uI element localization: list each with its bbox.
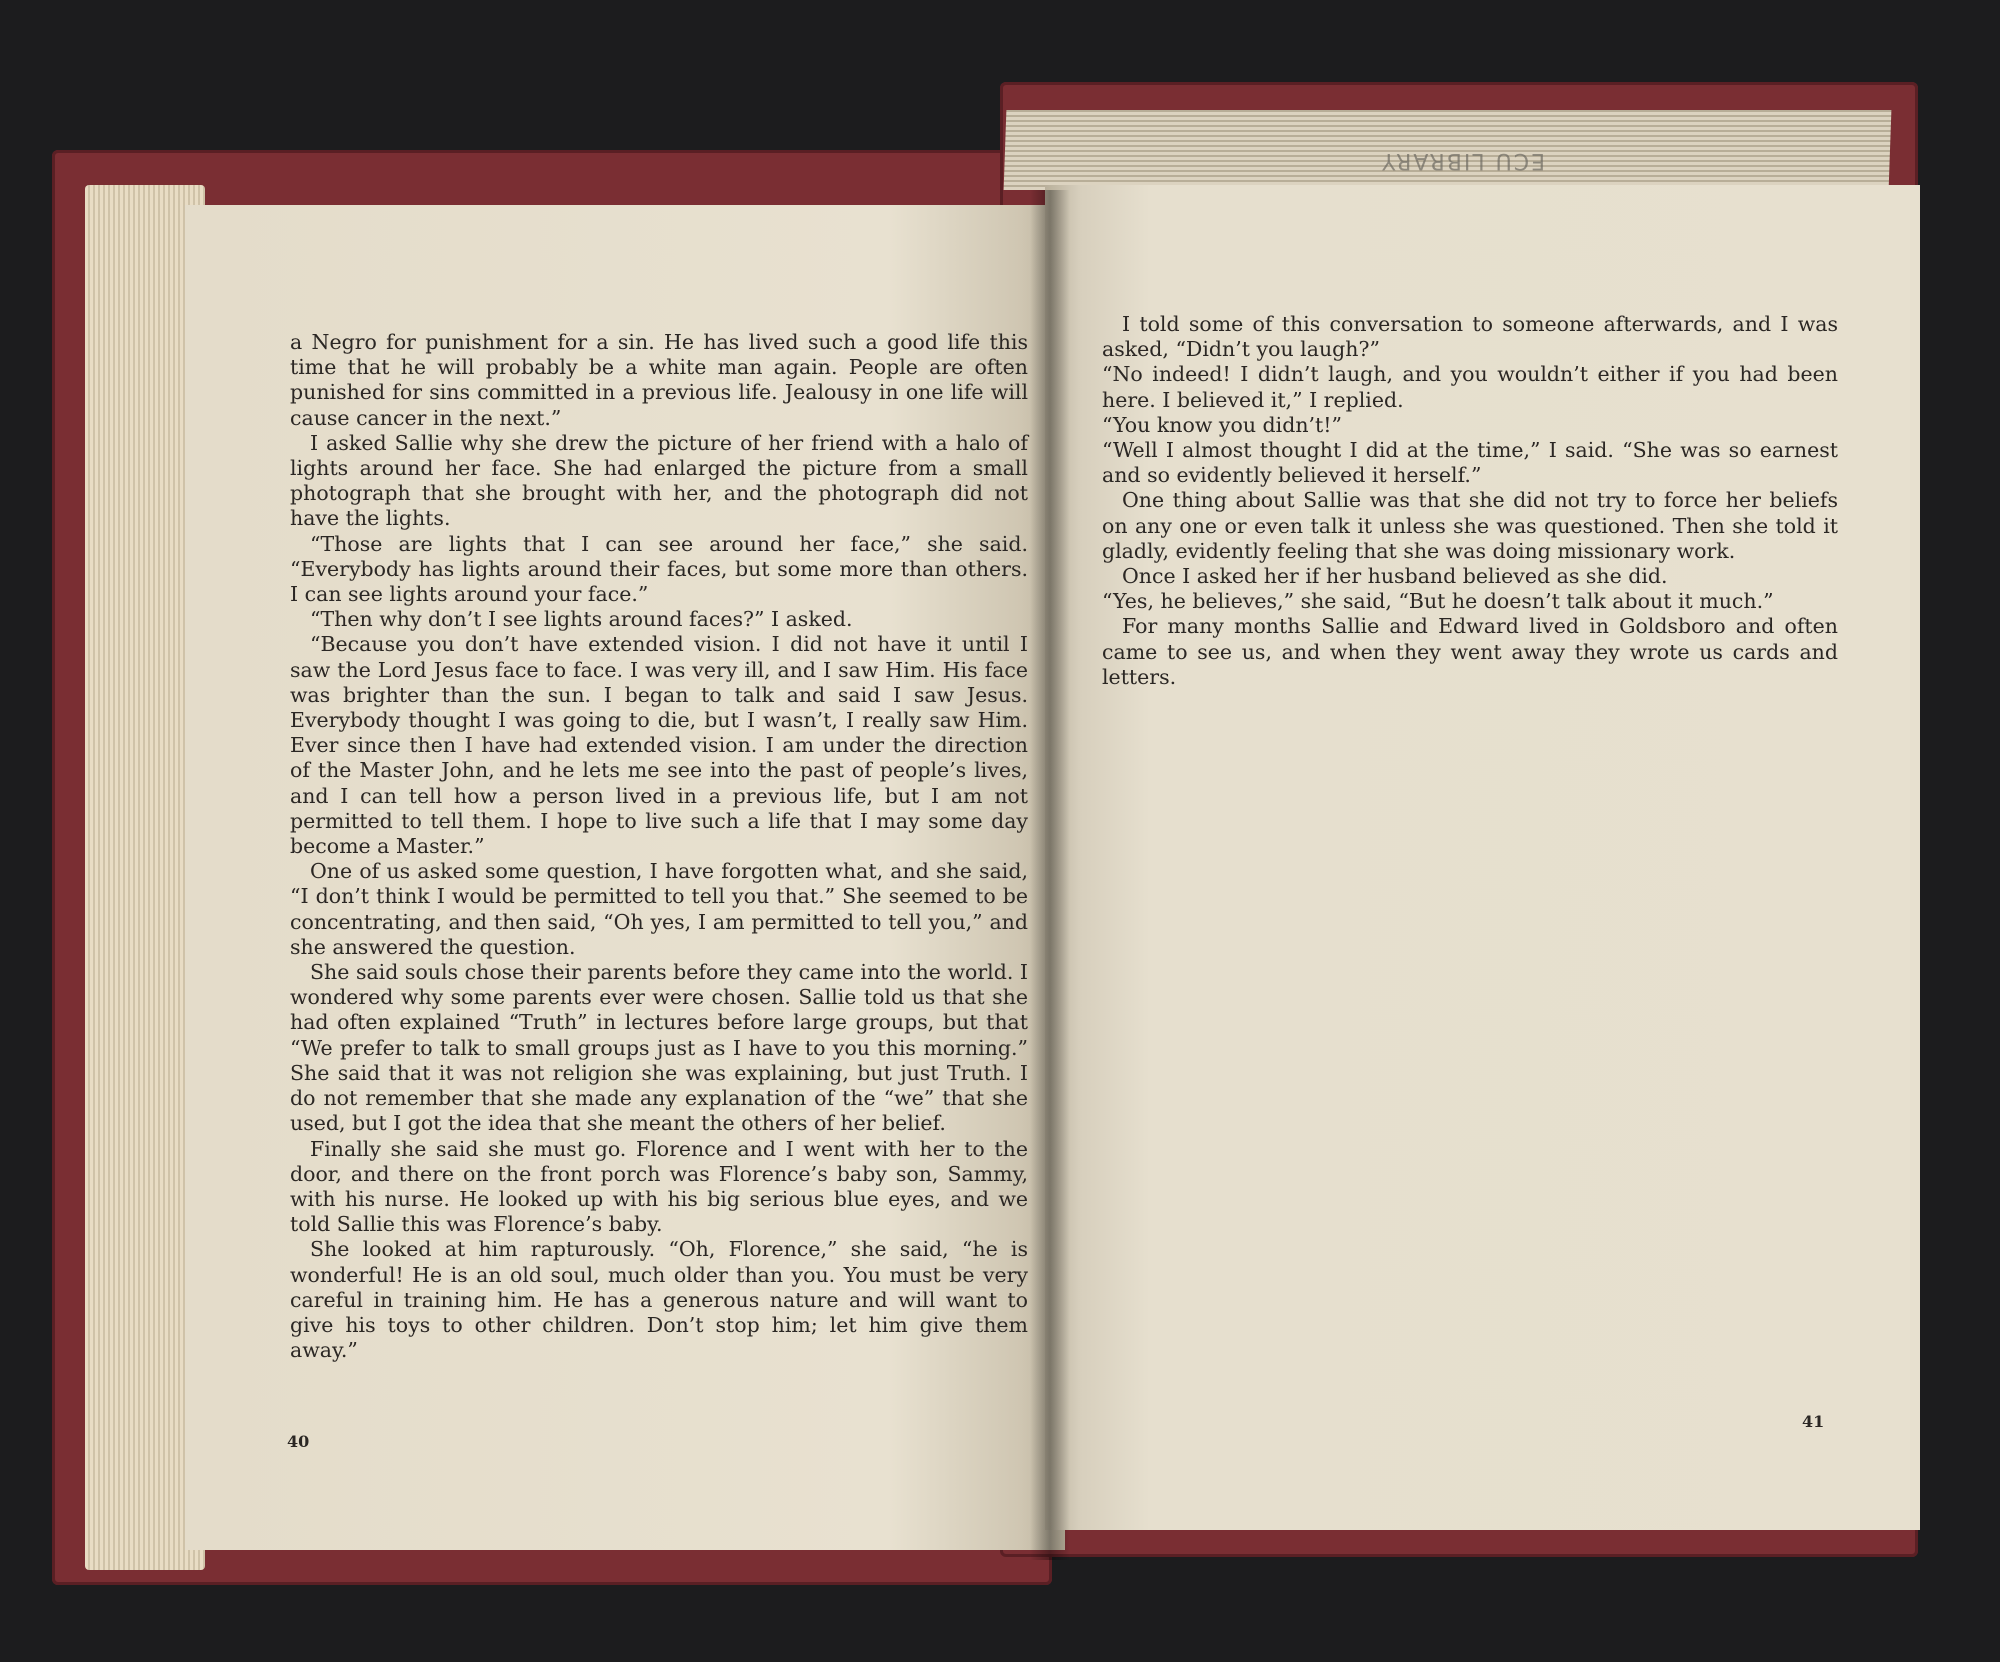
paragraph: For many months Sallie and Edward lived in Goldsboro and often came to see us, and when they went away they wrote us cards and letters. <box>1102 614 1838 689</box>
paragraph: I told some of this conversation to someone afterwards, and I was asked, “Didn’t you laugh?” <box>1102 312 1838 362</box>
paragraph: “Then why don’t I see lights around faces?” I asked. <box>310 607 853 632</box>
paragraph: She said souls chose their parents before they came into the world. I wondered why some parents ever were chosen. Sallie told us that she had often explained “Truth” in lectures before large groups, but that “We prefer to talk to small groups just as I have to you this morning.” She said that it was not religion she was explaining, but just Truth. I do not remember that she made any explanation of the “we” that she used, but I got the idea that she meant the others of her belief. <box>290 960 1028 1136</box>
paragraph: One thing about Sallie was that she did not try to force her beliefs on any one or even talk it unless she was questioned. Then she told it gladly, evidently feeling that she was doing missionary work. <box>1102 488 1838 563</box>
paragraph: Once I asked her if her husband believed as she did. <box>1122 564 1668 589</box>
page-number-right: 41 <box>1802 1412 1825 1431</box>
left-page-text <box>290 330 1028 1363</box>
right-page-text <box>1102 312 1838 690</box>
paragraph: “Well I almost thought I did at the time,” I said. “She was so earnest and so evidently believed it herself.” <box>1102 438 1838 488</box>
paragraph: “Yes, he believes,” she said, “But he doesn’t talk about it much.” <box>1102 589 1774 614</box>
paragraph: “Those are lights that I can see around her face,” she said. “Everybody has lights around their faces, but some more than others. I can see lights around your face.” <box>290 531 1028 607</box>
page-number-left: 40 <box>287 1432 310 1451</box>
paragraph: One of us asked some question, I have forgotten what, and she said, “I don’t think I would be permitted to tell you that.” She seemed to be concentrating, and then said, “Oh yes, I am permitted to tell you,” and she answered the question. <box>290 859 1028 959</box>
paragraph: “No indeed! I didn’t laugh, and you wouldn’t either if you had been here. I believed it,” I replied. <box>1102 362 1838 412</box>
spine-gutter <box>1030 190 1070 1560</box>
paragraph: Finally she said she must go. Florence and I went with her to the door, and there on the front porch was Florence’s baby son, Sammy, with his nurse. He looked up with his big serious blue eyes, and we told Sallie this was Florence’s baby. <box>290 1136 1028 1237</box>
paragraph: “You know you didn’t!” <box>1102 412 1343 437</box>
paragraph: a Negro for punishment for a sin. He has lived such a good life this time that he will probably be a white man again. People are often punished for sins committed in a previous life. Jealousy in one life will cause cancer in the next.” <box>290 330 1028 430</box>
paragraph: “Because you don’t have extended vision. I did not have it until I saw the Lord Jesus face to face. I was very ill, and I saw Him. His face was brighter than the sun. I began to talk and said I saw Jesus. Everybody thought I was going to die, but I wasn’t, I really saw Him. Ever since then I have had extended vision. I am under the direction of the Master John, and he lets me see into the past of people’s lives, and I can tell how a person lived in a previous life, but I am not permitted to tell them. I hope to live such a life that I may some day become a Master.” <box>290 632 1028 859</box>
paragraph: I asked Sallie why she drew the picture of her friend with a halo of lights around her face. She had enlarged the picture from a small photograph that she brought with her, and the photograph did not have the lights. <box>290 430 1028 531</box>
paragraph: She looked at him rapturously. “Oh, Florence,” she said, “he is wonderful! He is an old soul, much older than you. You must be very careful in training him. He has a generous nature and will want to give his toys to other children. Don’t stop him; let him give them away.” <box>290 1237 1028 1363</box>
library-stamp: ECU LIBRARY <box>1380 148 1545 173</box>
